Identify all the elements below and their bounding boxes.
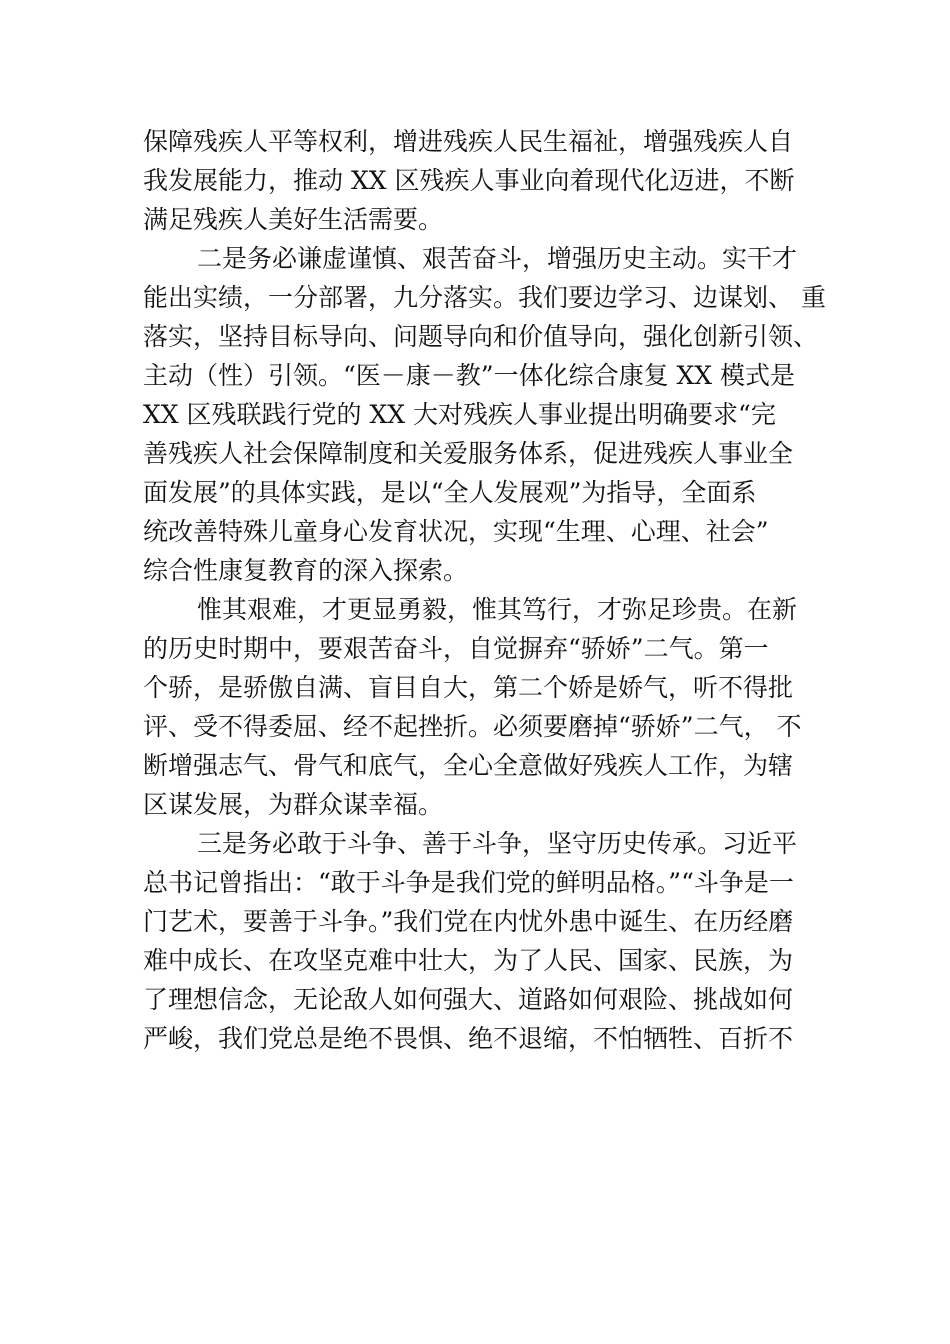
text-line: 我发展能力，推动 XX 区残疾人事业向着现代化迈进，不断 bbox=[143, 166, 795, 195]
text-line: 保障残疾人平等权利，增进残疾人民生福祉，增强残疾人自 bbox=[143, 127, 794, 156]
paragraph-first-line: 三是务必敢于斗争、善于斗争，坚守历史传承。习近平 bbox=[197, 829, 798, 858]
text-line: 主动（性）引领。“医－康－教”一体化综合康复 XX 模式是 bbox=[143, 361, 796, 390]
text-line: 个骄，是骄傲自满、盲目自大，第二个娇是娇气，听不得批 bbox=[143, 673, 794, 702]
text-line: 难中成长、在攻坚克难中壮大，为了人民、国家、民族，为 bbox=[143, 946, 794, 975]
text-line: 严峻，我们党总是绝不畏惧、绝不退缩，不怕牺牲、百折不 bbox=[143, 1024, 794, 1053]
paragraph-first-line: 二是务必谦虚谨慎、艰苦奋斗，增强历史主动。实干才 bbox=[197, 244, 798, 273]
text-line: 满足残疾人美好生活需要。 bbox=[143, 205, 444, 234]
text-line: 能出实绩，一分部署，九分落实。我们要边学习、边谋划、 重 bbox=[143, 283, 826, 312]
text-line: 综合性康复教育的深入探索。 bbox=[143, 556, 469, 585]
text-line: 善残疾人社会保障制度和关爱服务体系，促进残疾人事业全 bbox=[143, 439, 794, 468]
text-line: 了理想信念，无论敌人如何强大、道路如何艰险、挑战如何 bbox=[143, 985, 794, 1014]
text-line: XX 区残联践行党的 XX 大对残疾人事业提出明确要求“完 bbox=[143, 400, 776, 429]
text-line: 断增强志气、骨气和底气，全心全意做好残疾人工作，为辖 bbox=[143, 751, 794, 780]
paragraph-first-line: 惟其艰难，才更显勇毅，惟其笃行，才弥足珍贵。在新 bbox=[197, 595, 798, 624]
text-line: 评、受不得委屈、经不起挫折。必须要磨掉“骄娇”二气， 不 bbox=[143, 712, 802, 741]
text-line: 面发展”的具体实践，是以“全人发展观”为指导，全面系 bbox=[143, 478, 757, 507]
document-body bbox=[143, 122, 826, 1058]
text-line: 的历史时期中，要艰苦奋斗，自觉摒弃“骄娇”二气。第一 bbox=[143, 634, 769, 663]
text-line: 落实，坚持目标导向、问题导向和价值导向，强化创新引领、 bbox=[143, 322, 819, 351]
text-line: 总书记曾指出：“敢于斗争是我们党的鲜明品格。”“斗争是一 bbox=[143, 868, 794, 897]
text-line: 门艺术，要善于斗争。”我们党在内忧外患中诞生、在历经磨 bbox=[143, 907, 794, 936]
text-line: 区谋发展，为群众谋幸福。 bbox=[143, 790, 444, 819]
text-line: 统改善特殊儿童身心发育状况，实现“生理、心理、社会” bbox=[143, 517, 769, 546]
